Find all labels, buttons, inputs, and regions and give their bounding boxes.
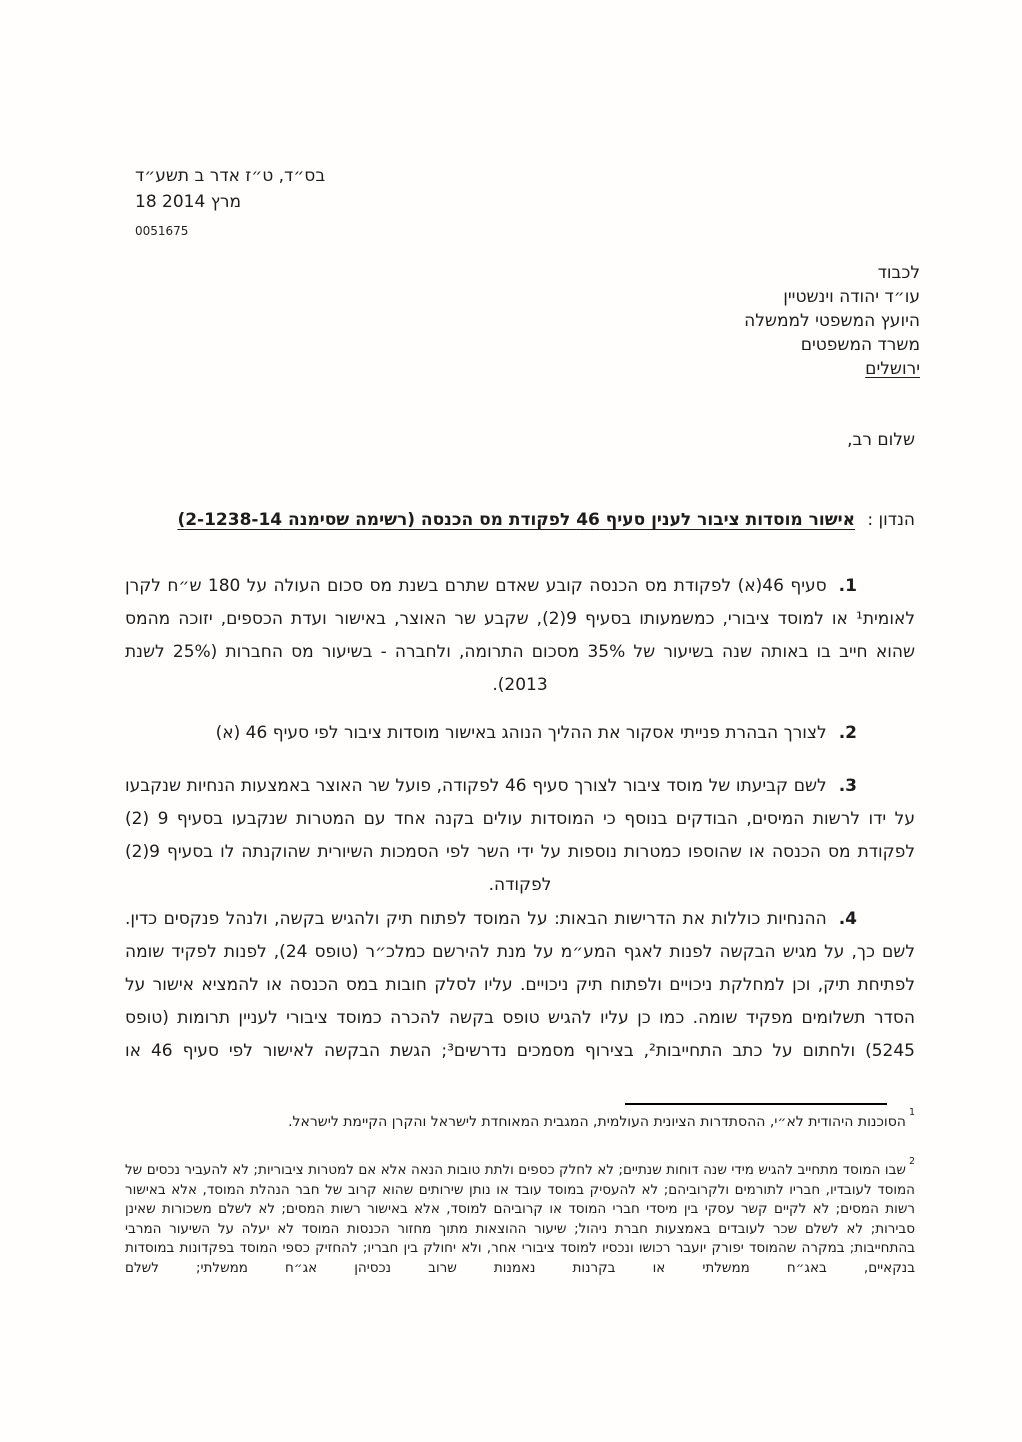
footnote-1 [125,1107,915,1132]
item-number: 4. [838,909,857,929]
item-number: 3. [838,776,857,796]
subject-text-after: ) [177,510,186,530]
date-block [135,163,325,244]
recipient-title: היועץ המשפטי לממשלה [744,311,920,331]
item-text: לשם קביעתו של מוסד ציבור לצורך סעיף 46 לפקודה, פועל שר האוצר באמצעות הנחיות שנקבעו על ידו לרשות המיסים, הבודקים בנוסף כי המוסדות עולים בקנה אחד עם המטרות שנקבעו בסעיף 9 (2) לפקודת מס הכנסה או שהוספו כמטרות נוספות על ידי השר לפי הסמכות השיורית שהוקנתה לו בסעיף 9(2) לפקודה. [125,776,915,895]
subject-list-number: 2-1238-14 [185,510,283,530]
item-number: 2. [838,723,857,743]
subject-text-before: אישור מוסדות ציבור לענין סעיף 46 לפקודת מס הכנסה (רשימה שסימנה [282,510,855,530]
footnote-marker: 2 [908,1155,915,1167]
footnote-text: שבו המוסד מתחייב להגיש מידי שנה דוחות שנתיים; לא לחלק כספים ולתת טובות הנאה אלא אם למטרות ציבוריות; לא להעביר נכסים של המוסד לעובדיו, חבריו לתורמים ולקרוביהם; לא להעסיק במוסד עובד או נותן שירותים שהוא קרוב של חבר הנהלת המוסד, אלא באישור רשות המסים; לא לקיים קשר עסקי בין מיסדי חברי המוסד או קרוביהם למוסד, אלא באישור רשות המסים; לא לשלם משכורות שאינן סבירות; לא לשלם שכר לעובדים באמצעות חברת ניהול; שיעור ההוצאות מתוך מחזור הכנסות המוסד לא יעלה על השיעור המרבי בהתחייבות; במקרה שהמוסד יפורק יועבר רכושו ונכסיו למוסד ציבורי אחר, ולא יחולק בין חבריו; להחזיק כספי המוסד בפקדונות במוסדות בנקאיים, באג״ח ממשלתי או בקרנות נאמנות שרוב נכסיהן אג״ח ממשלתי; לשלם [125,1162,915,1276]
recipient-block [744,261,920,381]
list-item-3 [125,770,915,902]
list-item-2 [125,717,915,750]
recipient-ministry: משרד המשפטים [800,335,920,355]
footnote-text: הסוכנות היהודית לא״י, ההסתדרות הציונית העולמית, המגבית המאוחדת לישראל והקרן הקיימת לישראל. [288,1114,906,1130]
item-number: 1. [838,576,857,596]
recipient-salutation: לכבוד [877,263,920,283]
subject-text [177,510,855,530]
greeting-line: שלום רב, [847,430,915,450]
footnote-separator [625,1103,887,1105]
item-text: ההנחיות כוללות את הדרישות הבאות: על המוסד לפתוח תיק ולהגיש בקשה, ולנהל פנקסים כדין. לשם כך, על מגיש הבקשה לפנות לאגף המע״מ על מנת להירשם כמלכ״ר (טופס 24), לפנות לפקיד שומה לפתיחת תיק, וכן למחלקת ניכויים ולפתוח תיק ניכויים. עליו לסלק חובות במס הכנסה או להמציא אישור על הסדר תשלומים מפקיד שומה. כמו כן עליו להגיש טופס בקשה להכרה כמוסד ציבורי לעניין תרומות (טופס 5245) ולחתום על כתב התחייבות², בצירוף מסמכים נדרשים³; הגשת הבקשה לאישור לפי סעיף 46 או [125,909,916,1061]
recipient-name: עו״ד יהודה וינשטיין [783,287,920,307]
recipient-city: ירושלים [865,359,920,379]
footnote-marker: 1 [908,1107,915,1119]
footnote-2 [125,1155,915,1278]
item-text: לצורך הבהרת פנייתי אסקור את ההליך הנוהג באישור מוסדות ציבור לפי סעיף 46 (א) [215,723,827,743]
gregorian-date-line: 18 מרץ 2014 [135,192,242,212]
subject-line [125,510,915,530]
list-item-4 [125,903,915,1068]
reference-number: 0051675 [135,224,189,238]
subject-label: הנדון : [867,510,915,530]
hebrew-date-line: בס״ד, ט״ז אדר ב תשע״ד [135,166,326,186]
list-item-1 [125,570,915,702]
item-text: סעיף 46(א) לפקודת מס הכנסה קובע שאדם שתרם בשנת מס סכום העולה על 180 ש״ח לקרן לאומית¹ או למוסד ציבורי, כמשמעותו בסעיף 9(2), שקבע שר האוצר, באישור ועדת הכספים, יזוכה מהמס שהוא חייב בו באותה שנה בשיעור של 35% מסכום התרומה, ולחברה - בשיעור מס החברות (25% לשנת 2013). [125,576,915,695]
